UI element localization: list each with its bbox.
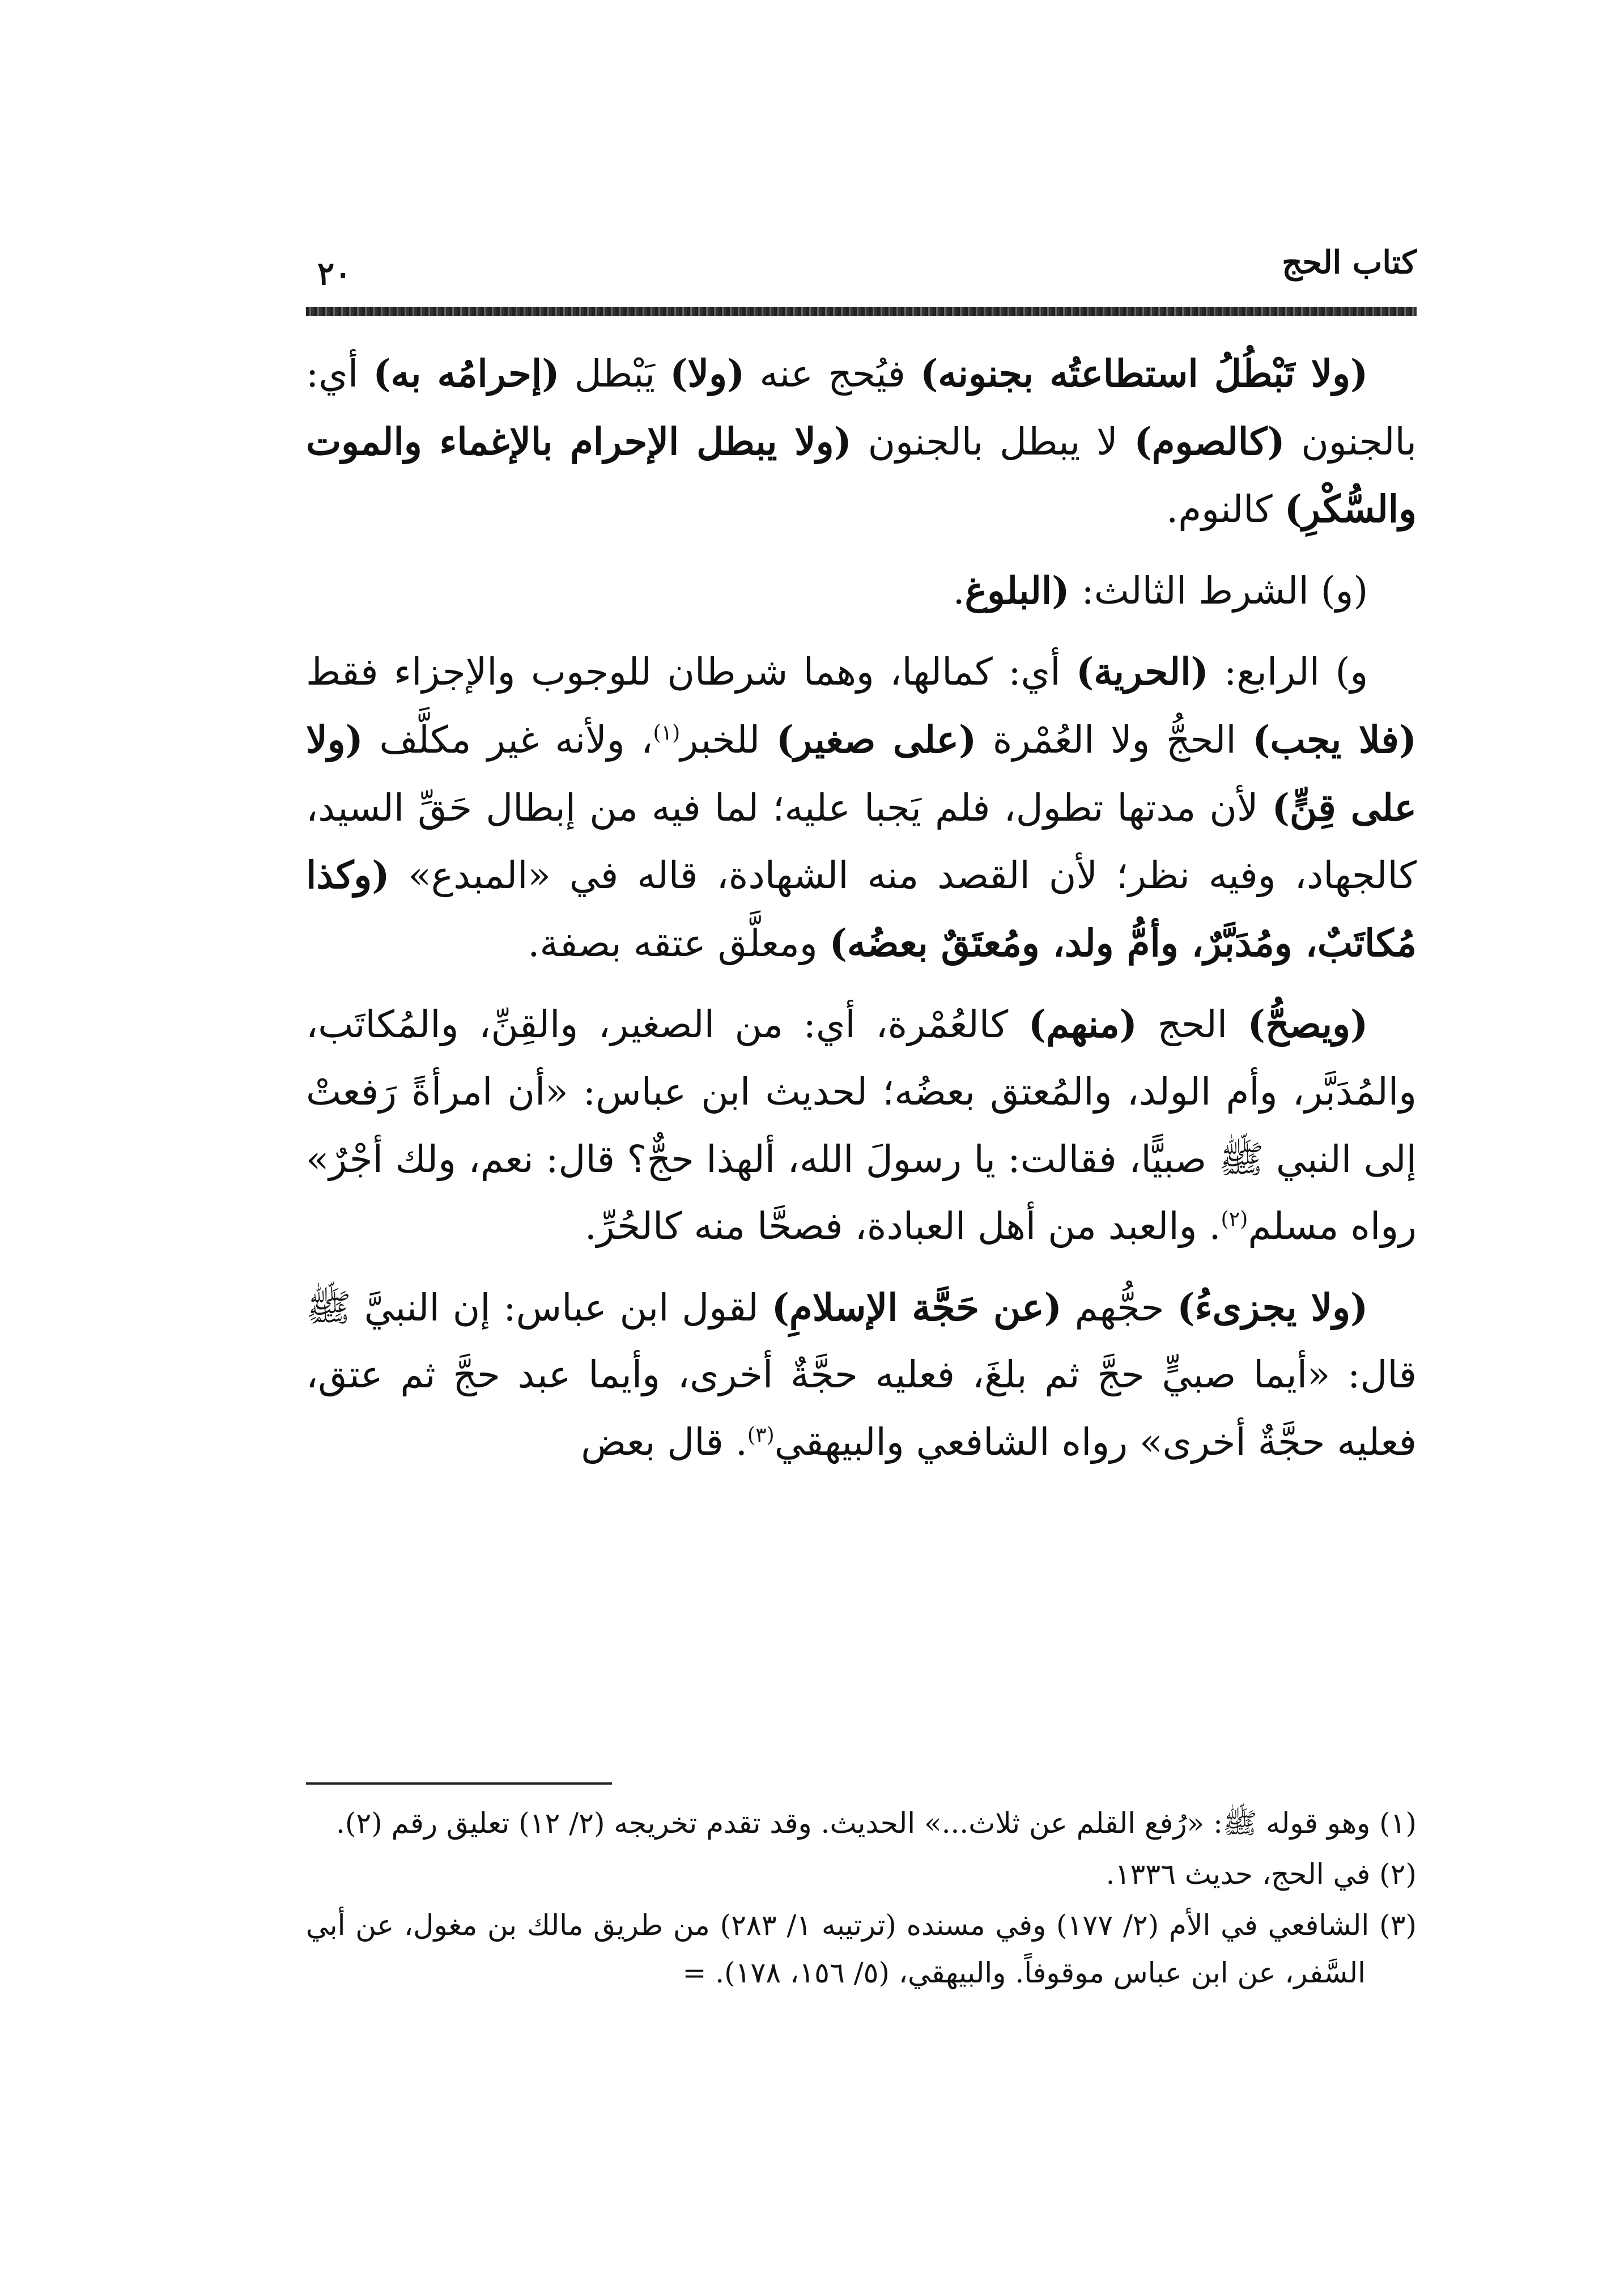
bold-text: (كالصوم)	[1134, 419, 1285, 464]
text-run: الرابع:	[1208, 650, 1336, 694]
text-run: للخبر	[680, 717, 776, 762]
main-text	[306, 340, 1417, 1490]
text-run: كالعُمْرة، أي: من الصغير، والقِنِّ، والمُكاتَب، والمُدَبَّر، وأم الولد، والمُعتق بعضُه؛ لحديث ابن عباس: «أن امرأةً رَفعتْ إلى النبي ﷺ صبيًّا، فقالت: يا رسولَ الله، ألهذا حجٌّ؟ قال: نعم، ولك أجْرٌ» رواه مسلم	[306, 1003, 1417, 1249]
footnotes	[306, 1799, 1417, 2000]
bold-text: (ويصحُّ)	[1247, 1002, 1368, 1047]
paragraph	[306, 991, 1417, 1260]
text-run: ومعلَّق عتقه بصفة.	[528, 921, 830, 965]
text-run: الحجُّ ولا العُمْرة	[976, 717, 1253, 762]
footnote-marker: (٣)	[747, 1422, 775, 1447]
text-run: ، ولأنه غير مكلَّف	[363, 717, 653, 762]
page-number: ٢٠	[317, 255, 352, 292]
paragraph	[306, 1274, 1417, 1476]
bold-text: (البلوغ	[964, 568, 1070, 613]
bold-text: (عن حَجَّة الإسلامِ)	[771, 1285, 1062, 1330]
bold-text: (ولا يجزىءُ)	[1177, 1285, 1368, 1330]
bold-text: (ولا تَبْطُلُ استطاعتُه بجنونه)	[920, 351, 1368, 396]
bold-text: (الحرية)	[1076, 649, 1209, 694]
text-run: . والعبد من أهل العبادة، فصحَّا منه كالحُرِّ.	[584, 1204, 1221, 1249]
text-run: لا يبطل بالجنون	[851, 419, 1134, 464]
text-run: أي: بالجنون	[306, 352, 1417, 464]
text-run: لأن مدتها تطول، فلم يَجبا عليه؛ لما فيه من إبطال حَقِّ السيد، كالجهاد، وفيه نظر؛ لأن القصد منه الشهادة، قاله في «المبدع»	[306, 785, 1417, 898]
bold-text: (وكذا مُكاتَبٌ، ومُدَبَّرٌ، وأمُّ ولد، ومُعتَقٌ بعضُه)	[306, 853, 1417, 965]
paragraph	[306, 557, 1417, 625]
bold-text: (ولا على قِنٍّ)	[306, 717, 1417, 830]
paragraph	[306, 638, 1417, 977]
bold-text: (إحرامُه به)	[373, 351, 560, 396]
text-run: (و)	[1320, 568, 1368, 613]
text-run: الحج	[1137, 1003, 1248, 1047]
bold-text: (ولا)	[670, 351, 745, 396]
text-run: .	[953, 568, 965, 613]
bold-text: (منهم)	[1028, 1002, 1137, 1047]
footnote-marker: (٢)	[1221, 1207, 1248, 1232]
text-run: كالنوم.	[1166, 487, 1285, 532]
footnote: (٣) الشافعي في الأم (٢/ ١٧٧) وفي مسنده (ترتيبه ١/ ٢٨٣) من طريق مالك بن مغول، عن أبي السَّفر، عن ابن عباس موقوفاً. والبيهقي، (٥/ ١٥٦، ١٧٨). =	[306, 1909, 1417, 1989]
text-run: فيُحج عنه	[745, 352, 921, 396]
header-divider	[306, 307, 1417, 316]
page-header	[306, 238, 1417, 317]
text-run: أي: كمالها، وهما شرطان للوجوب والإجزاء فقط	[306, 650, 1077, 694]
footnote-marker: (١)	[653, 720, 681, 745]
text-run: يَبْطل	[559, 352, 670, 396]
text-run: الشرط الثالث:	[1069, 568, 1321, 613]
text-run: . قال بعض	[581, 1420, 747, 1464]
bold-text: (فلا يجب)	[1252, 717, 1417, 762]
footnote-divider	[306, 1782, 612, 1785]
footnote: (٢) في الحج، حديث ١٣٣٦.	[1106, 1858, 1417, 1891]
running-title: كتاب الحج	[1282, 244, 1417, 281]
bold-text: (على صغير)	[776, 717, 977, 762]
bold-text: (ولا يبطل الإحرام بالإغماء والموت والسُّكْرِ)	[306, 419, 1417, 532]
text-run: و)	[1335, 650, 1368, 694]
footnote: (١) وهو قوله ﷺ: «رُفع القلم عن ثلاث...» الحديث. وقد تقدم تخريجه (٢/ ١٢) تعليق رقم (٢).	[336, 1807, 1417, 1840]
text-run: لقول ابن عباس: إن النبيَّ ﷺ قال: «أيما صبيٍّ حجَّ ثم بلغَ، فعليه حجَّةٌ أخرى، وأيما عبد حجَّ ثم عتق، فعليه حجَّةٌ أخرى» رواه الشافعي والبيهقي	[306, 1285, 1417, 1464]
paragraph	[306, 340, 1417, 543]
text-run: حجُّهم	[1061, 1285, 1177, 1330]
